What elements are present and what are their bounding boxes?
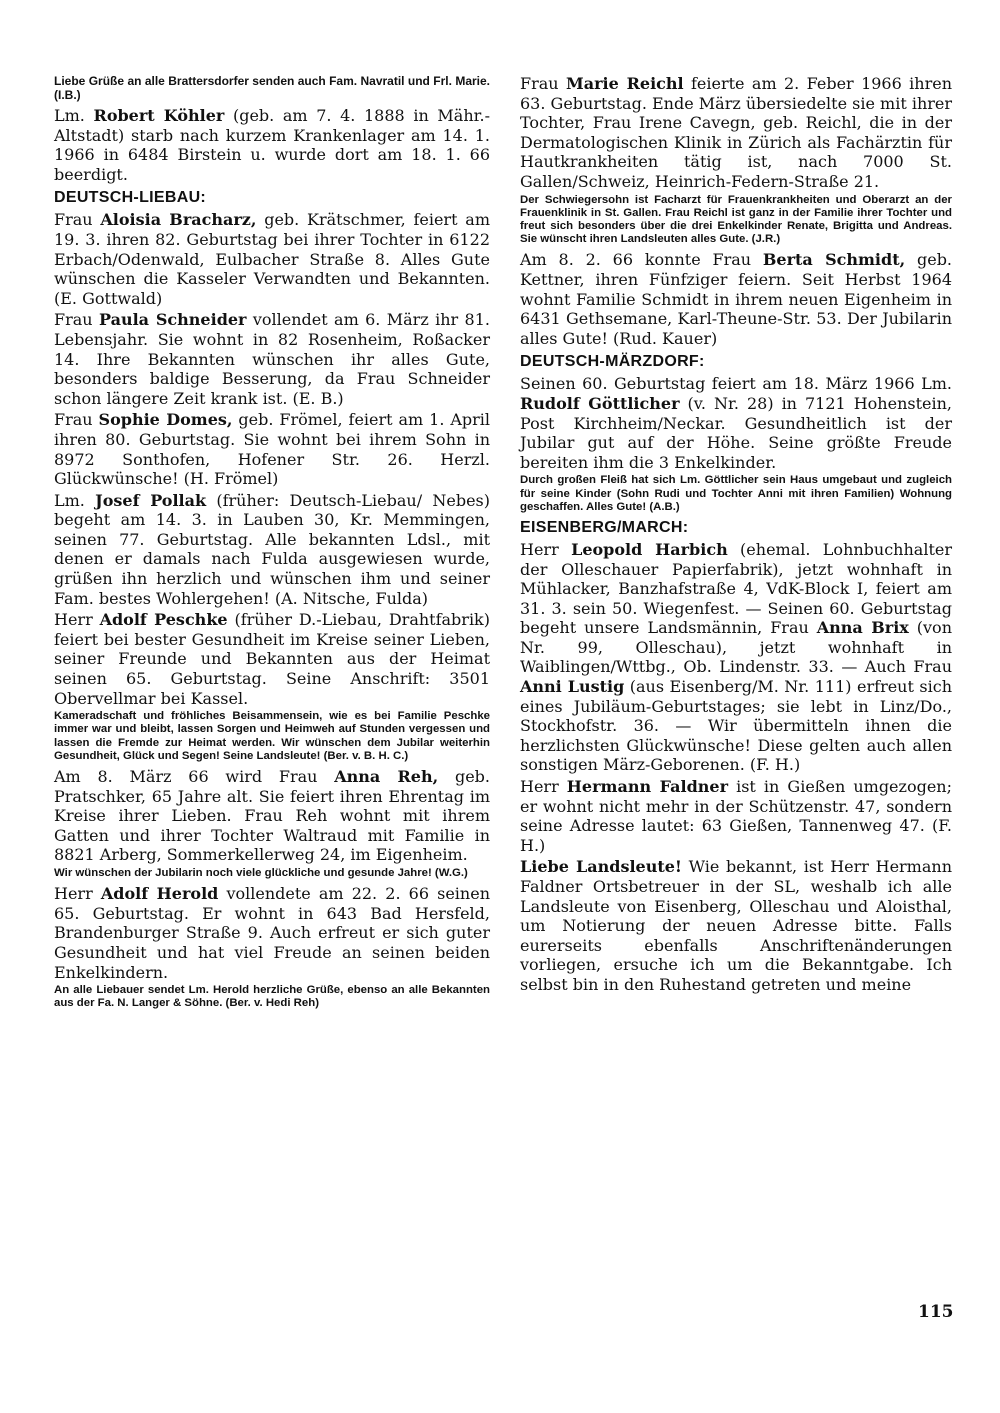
- person-name: Leopold Harbich: [571, 539, 728, 559]
- entry-marie-reichl: [520, 74, 952, 192]
- text-segment: Herr: [54, 610, 100, 630]
- text-segment: ist in Gießen umgezogen; er wohnt nicht mehr in der Schützenstr. 47, sondern seine Adresse lautet: 63 Gießen, Tannenweg 47. (F. H.): [520, 777, 952, 855]
- person-name: Robert Köhler: [93, 106, 225, 125]
- entry-sophie-domes: [54, 410, 490, 488]
- left-column: [54, 74, 490, 1015]
- person-name: Josef Pollak: [95, 490, 207, 510]
- greeting-note: Liebe Grüße an alle Brattersdorfer senden auch Fam. Navratil und Frl. Marie. (I.B.): [54, 74, 490, 102]
- text-segment: feierte am 2. Feber 1966 ihren 63. Geburtstag. Ende März übersiedelte sie mit ihrer Tochter, Frau Irene Cavegn, geb. Reichl, die in der Dermatologischen Klinik in Zürich als Fachärztin für Hautkrankheiten tätig ist, nach 7000 St. Gallen/Schweiz, Heinrich-Federn-Straße 21.: [520, 74, 953, 191]
- entry-adolf-peschke: [54, 610, 490, 708]
- person-name: Aloisia Bracharz,: [100, 210, 257, 230]
- person-name: Adolf Herold: [100, 884, 219, 904]
- text-segment: (ehemal. Lohnbuchhalter der Olleschauer Papierfabrik), jetzt wohnhaft in Mühlacker, Banzhafstraße 4, VdK-Block I, feiert am 31. 3. sein 50. Wiegenfest. — Seinen 60. Geburtstag begeht unsere Landsmännin, Frau: [520, 539, 952, 638]
- text-segment: Am 8. 2. 66 konnte Frau: [520, 250, 763, 270]
- person-name: Liebe Landsleute!: [520, 857, 682, 877]
- text-segment: Seinen 60. Geburtstag feiert am 18. März 1966 Lm.: [520, 374, 952, 394]
- text-segment: (v. Nr. 28) in 7121 Hohenstein, Post Kirchheim/Neckar. Gesundheitlich ist der Jubilar gut auf der Höhe. Seine größte Freude bereiten ihm die 3 Enkelkinder.: [520, 393, 953, 472]
- text-segment: (aus Eisenberg/M. Nr. 111) erfreut sich eines Jubiläum-Geburtstages; sie lebt in Linz/Do., Stockhofstr. 36. — Wir übermitteln ihnen die herzlichsten Glückwünsche! Diese gelten auch allen sonstigen März-Geborenen. (F. H.): [520, 677, 953, 775]
- text-segment: Frau: [54, 210, 101, 230]
- note-goettlicher: Durch großen Fleiß hat sich Lm. Göttlicher sein Haus umgebaut und zugleich für seine Kinder (Sohn Rudi und Tochter Anni mit ihren Familien) Wohnung geschaffen. Alles Gute! (A.B.): [520, 474, 952, 513]
- person-name: Berta Schmidt,: [762, 250, 906, 270]
- text-segment: Herr: [520, 539, 572, 559]
- person-name: Hermann Faldner: [566, 777, 729, 797]
- text-segment: geb. Krätschmer, feiert am 19. 3. ihren 82. Geburtstag bei ihrer Tochter in 6122 Erbach/Odenwald, Eulbacher Straße 8. Alles Gute wünschen die Kasseler Verwandten und Bekannten. (E. Gottwald): [54, 210, 490, 308]
- entry-anna-reh: [54, 767, 490, 865]
- text-segment: (früher D.-Liebau, Drahtfabrik) feiert bei bester Gesundheit im Kreise seiner Lieben, seiner Freunde und Bekannten aus der Heimat seinen 65. Geburtstag. Seine Anschrift: 3501 Obervellmar bei Kassel.: [54, 610, 490, 708]
- person-name: Anni Lustig: [520, 677, 625, 697]
- text-segment: vollendet am 6. März ihr 81. Lebensjahr. Sie wohnt in 82 Rosenheim, Roßacker 14. Ihre Bekannten wünschen ihr alles Gute, besonders baldige Besserung, da Frau Schneider schon längere Zeit krank ist. (E. B.): [54, 310, 490, 408]
- text-segment: geb. Pratschker, 65 Jahre alt. Sie feiert ihren Ehrentag im Kreise ihrer Lieben. Frau Reh wohnt mit ihrem Gatten und ihrer Tochter Waltraud mit Familie in 8821 Arberg, Sommerkellerweg 24, im Eigenheim.: [54, 767, 491, 865]
- note-kameradschaft: Kameradschaft und fröhliches Beisammensein, wie es bei Familie Peschke immer war und bleibt, lassen Sorgen und Heimweh auf Stunden vergessen und lassen die Fremde zur Heimat werden. Wir wünschen dem Jubilar weiterhin Gesundheit, Glück und Segen! Seine Landsleute! (Ber. v. B. H. C.): [54, 710, 490, 762]
- text-segment: Am 8. März 66 wird Frau: [54, 767, 335, 787]
- text-segment: (früher: Deutsch-Liebau/ Nebes) begeht am 14. 3. in Lauben 30, Kr. Memmingen, seinen 77. Geburtstag. Alle bekannten Ldsl., mit denen er damals nach Fulda ausgewiesen wurde, grüßen ihn herzlich und wünschen ihm und seiner Fam. bestes Wohlergehen! (A. Nitsche, Fulda): [54, 490, 491, 608]
- text-segment: Lm.: [54, 490, 96, 510]
- person-name: Anna Brix: [816, 618, 909, 638]
- section-eisenberg-march: EISENBERG/MARCH:: [520, 518, 689, 536]
- right-column: [520, 74, 952, 997]
- entry-paula-schneider: [54, 310, 490, 408]
- person-name: Anna Reh,: [334, 767, 439, 787]
- text-segment: Frau: [54, 410, 99, 430]
- note-reichl: Der Schwiegersohn ist Facharzt für Frauenkrankheiten und Oberarzt an der Frauenklinik in St. Gallen. Frau Reichl ist ganz in der Familie ihrer Tochter und freut sich besonders über die drei Enkelkinder Renate, Brigitta und Andreas. Sie wünscht ihren Landsleuten alles Gute. (J.R.): [520, 193, 952, 246]
- text-segment: Frau: [520, 74, 566, 93]
- section-deutsch-liebau: DEUTSCH-LIEBAU:: [54, 189, 207, 207]
- text-segment: Frau: [54, 310, 99, 330]
- text-segment: geb. Kettner, ihren Fünfziger feiern. Seit Herbst 1964 wohnt Familie Schmidt in ihrem neuen Eigenheim in 6431 Gethsemane, Karl-Theune-Str. 53. Der Jubilarin alles Gute! (Rud. Kauer): [520, 250, 953, 348]
- text-segment: vollendete am 22. 2. 66 seinen 65. Geburtstag. Er wohnt in 643 Bad Hersfeld, Brandenburger Straße 9. Auch erfreut er sich guter Gesundheit und hat viel Freude an seinen beiden Enkelkindern.: [54, 884, 490, 982]
- person-name: Rudolf Göttlicher: [520, 393, 680, 413]
- person-name: Paula Schneider: [98, 310, 247, 330]
- text-segment: Herr: [54, 884, 101, 904]
- note-herold: An alle Liebauer sendet Lm. Herold herzliche Grüße, ebenso an alle Bekannten aus der Fa. N. Langer & Söhne. (Ber. v. Hedi Reh): [54, 984, 490, 1010]
- note-anna-reh: Wir wünschen der Jubilarin noch viele glückliche und gesunde Jahre! (W.G.): [54, 867, 468, 879]
- person-name: Adolf Peschke: [99, 610, 228, 630]
- person-name: Sophie Domes,: [98, 410, 233, 430]
- person-name: Marie Reichl: [565, 74, 684, 93]
- text-segment: geb. Frömel, feiert am 1. April ihren 80. Geburtstag. Sie wohnt bei ihrem Sohn in 8972 Sonthofen, Hofener Str. 26. Herzl. Glückwünsche! (H. Frömel): [54, 410, 491, 489]
- entry-josef-pollak: [54, 491, 490, 609]
- entry-hermann-faldner: [520, 777, 952, 855]
- entry-liebe-landsleute: [520, 857, 952, 994]
- entry-aloisia-bracharz: [54, 210, 490, 308]
- entry-rudolf-goettlicher: [520, 374, 952, 472]
- section-deutsch-maerzdorf: DEUTSCH-MÄRZDORF:: [520, 353, 705, 371]
- entry-leopold-harbich: [520, 540, 952, 775]
- text-segment: Wie bekannt, ist Herr Hermann Faldner Ortsbetreuer in der SL, weshalb ich alle Landsleute von Eisenberg, Olleschau und Aloisthal, um Notierung der neuen Adresse bitte. Falls eurerseits ebenfalls Anschriftenänderungen vorliegen, ersuche ich um die Bekanntgabe. Ich selbst bin in den Ruhestand getreten und meine: [520, 857, 953, 994]
- text-segment: (von Nr. 99, Olleschau), jetzt wohnhaft in Waiblingen/Wttbg., Ob. Lindenstr. 33. — Auch Frau: [520, 618, 952, 677]
- text-segment: (geb. am 7. 4. 1888 in Mähr.-Altstadt) starb nach kurzem Krankenlager am 14. 1. 1966 in 6484 Birstein u. wurde dort am 18. 1. 66 beerdigt.: [54, 106, 491, 184]
- page-number: 115: [918, 1302, 954, 1322]
- entry-adolf-herold: [54, 884, 490, 982]
- text-segment: Lm.: [54, 106, 94, 125]
- text-segment: Herr: [520, 777, 567, 797]
- entry-berta-schmidt: [520, 250, 952, 348]
- entry-robert-koehler: [54, 106, 490, 184]
